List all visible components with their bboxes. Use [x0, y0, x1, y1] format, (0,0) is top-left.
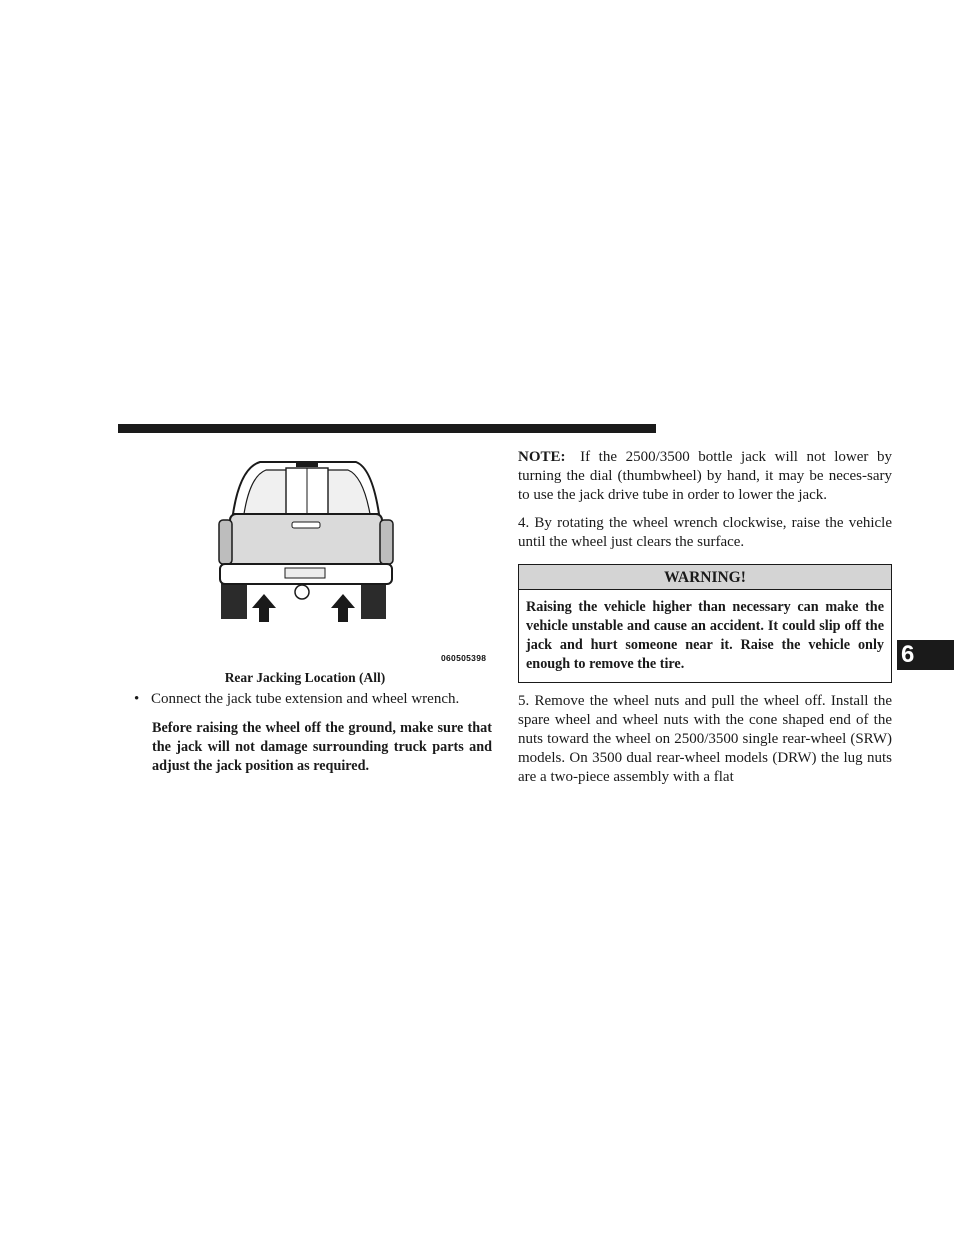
- left-tail-light: [219, 520, 232, 564]
- truck-rear-illustration: [200, 452, 496, 672]
- section-top-rule: [118, 424, 656, 433]
- warning-text: Raising the vehicle higher than necessary can make the vehicle unstable and cause an accident. It could slip off the jack and hurt someone near it. Raise the vehicle only enough to remove the tire.: [526, 599, 884, 672]
- caution-paragraph: Before raising the wheel off the ground, make sure that the jack will not damage surrounding truck parts and adjust the jack position as required.: [152, 720, 492, 774]
- step-5: 5. Remove the wheel nuts and pull the wheel off. Install the spare wheel and wheel nuts with the cone shaped end of the nuts toward the wheel on 2500/3500 single rear-wheel (SRW) models. On 3500 dual rear-wheel models (DRW) the lug nuts are a two-piece assembly with a flat: [518, 693, 892, 785]
- warning-box: [518, 564, 892, 683]
- right-tail-light: [380, 520, 393, 564]
- figure-caption: Rear Jacking Location (All): [224, 670, 386, 685]
- note-paragraph: [518, 448, 892, 505]
- note-text: If the 2500/3500 bottle jack will not lower by turning the dial (thumbwheel) by hand, it may be neces-sary to use the jack drive tube in order to lower the jack.: [518, 449, 892, 503]
- left-jack-point-arrow: [252, 594, 276, 622]
- step-4: 4. By rotating the wheel wrench clockwise, raise the vehicle until the wheel just clears the surface.: [518, 515, 892, 550]
- bullet-dot-icon: •: [134, 691, 140, 707]
- right-mud-flap: [361, 582, 386, 619]
- left-mud-flap: [221, 582, 247, 619]
- warning-title: WARNING!: [519, 565, 891, 590]
- trailer-hitch: [295, 585, 309, 599]
- figure-code: 060505398: [441, 653, 487, 663]
- bullet-text: Connect the jack tube extension and wheel wrench.: [151, 691, 460, 707]
- section-tab: 6: [897, 640, 954, 670]
- right-jack-point-arrow: [331, 594, 355, 622]
- note-label: NOTE:: [518, 449, 566, 465]
